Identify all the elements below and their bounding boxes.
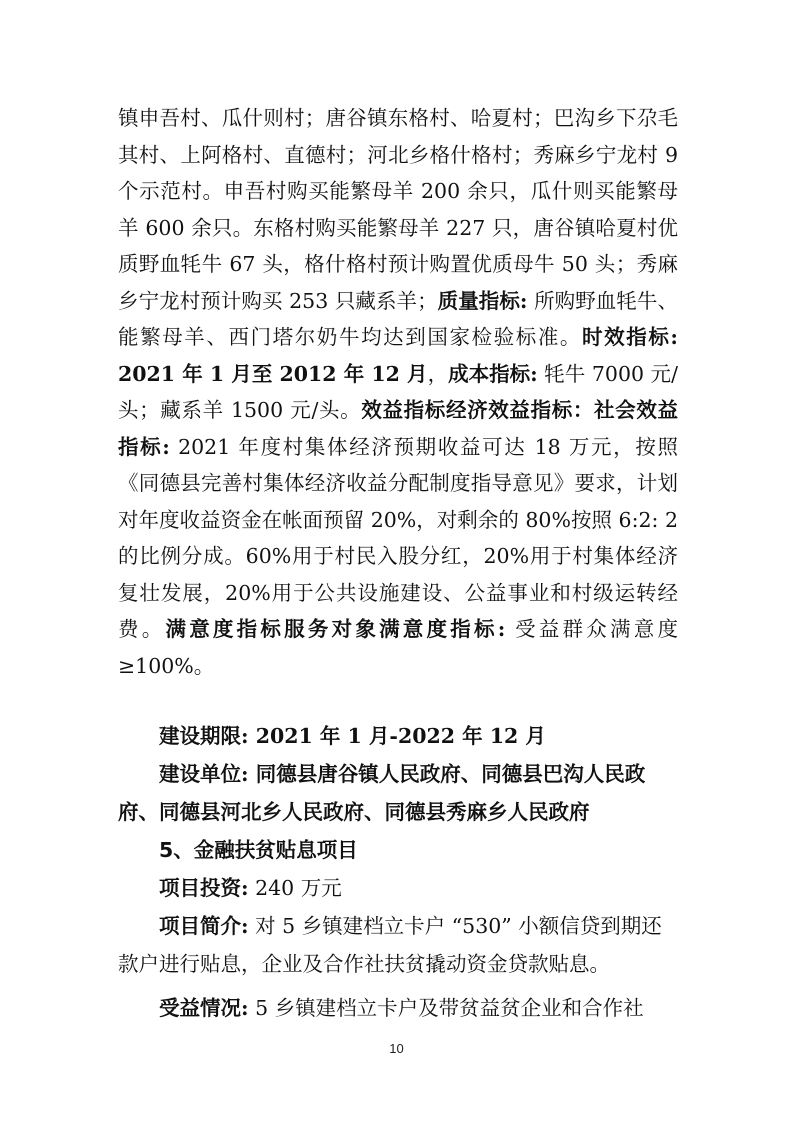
label-cost: 成本指标: [448,361,538,386]
label-brief: 项目简介: [159,914,249,938]
text-cost: 牦牛 7000 元/头；藏系羊 1500 元/头。 [118,361,678,422]
page-number: 10 [389,1041,404,1056]
label-quality: 质量指标: [437,288,528,313]
text-invest: 240 万元 [248,876,342,900]
text-villages: 镇申吾村、瓜什则村；唐谷镇东格村、哈夏村；巴沟乡下尕毛其村、上阿格村、直德村；河北乡格什格村；秀麻乡宁龙村 9 个示范村。申吾村购买能繁母羊 200 余只，瓜什则买能繁母羊 600 余只。东格村购买能繁母羊 227 只，唐谷镇哈夏村优质野血牦牛 67 头，格什格村预计购置优质母牛 50 头；秀麻乡宁龙村预计购买 253 只藏系羊； [118,106,678,313]
section-details [118,717,678,1027]
label-time: 时效指标: 2021 年 1 月至 2012 年 12 月 [118,325,679,386]
text-time: ， [427,361,449,386]
construction-unit: 建设单位: 同德县唐谷镇人民政府、同德县巴沟人民政府、同德县河北乡人民政府、同德县秀麻乡人民政府 [118,762,646,824]
label-satisfaction: 满意度指标服务对象满意度指标: [165,617,506,641]
text-brief: 对 5 乡镇建档立卡户 “530” 小额信贷到期还款户进行贴息，企业及合作社扶贫撬动资金贷款贴息。 [118,914,662,976]
text-satisfaction: 受益群众满意度≥100%。 [118,617,678,678]
section-heading-5: 5、金融扶贫贴息项目 [159,838,358,862]
construction-period: 建设期限: 2021 年 1 月-2022 年 12 月 [159,724,546,748]
text-quality: 所购野血牦牛、能繁母羊、西门塔尔奶牛均达到国家检验标准。 [118,288,678,349]
label-benefit: 效益指标经济效益指标：社会效益指标: [118,398,678,459]
label-invest: 项目投资: [159,876,249,900]
label-beneficiaries: 受益情况: [159,996,249,1020]
text-beneficiaries: 5 乡镇建档立卡户及带贫益贫企业和合作社 [248,996,644,1020]
text-benefit: 2021 年度村集体经济预期收益可达 18 万元，按照《同德县完善村集体经济收益分配制度指导意见》要求，计划对年度收益资金在帐面预留 20%，对剩余的 80%按照 6:2: 2 的比例分成。60%用于村民入股分红，20%用于村集体经济复壮发展，20%用于公共设施建设、公益事业和村级运转经费。 [118,434,678,641]
paragraph-indicators [118,100,678,684]
